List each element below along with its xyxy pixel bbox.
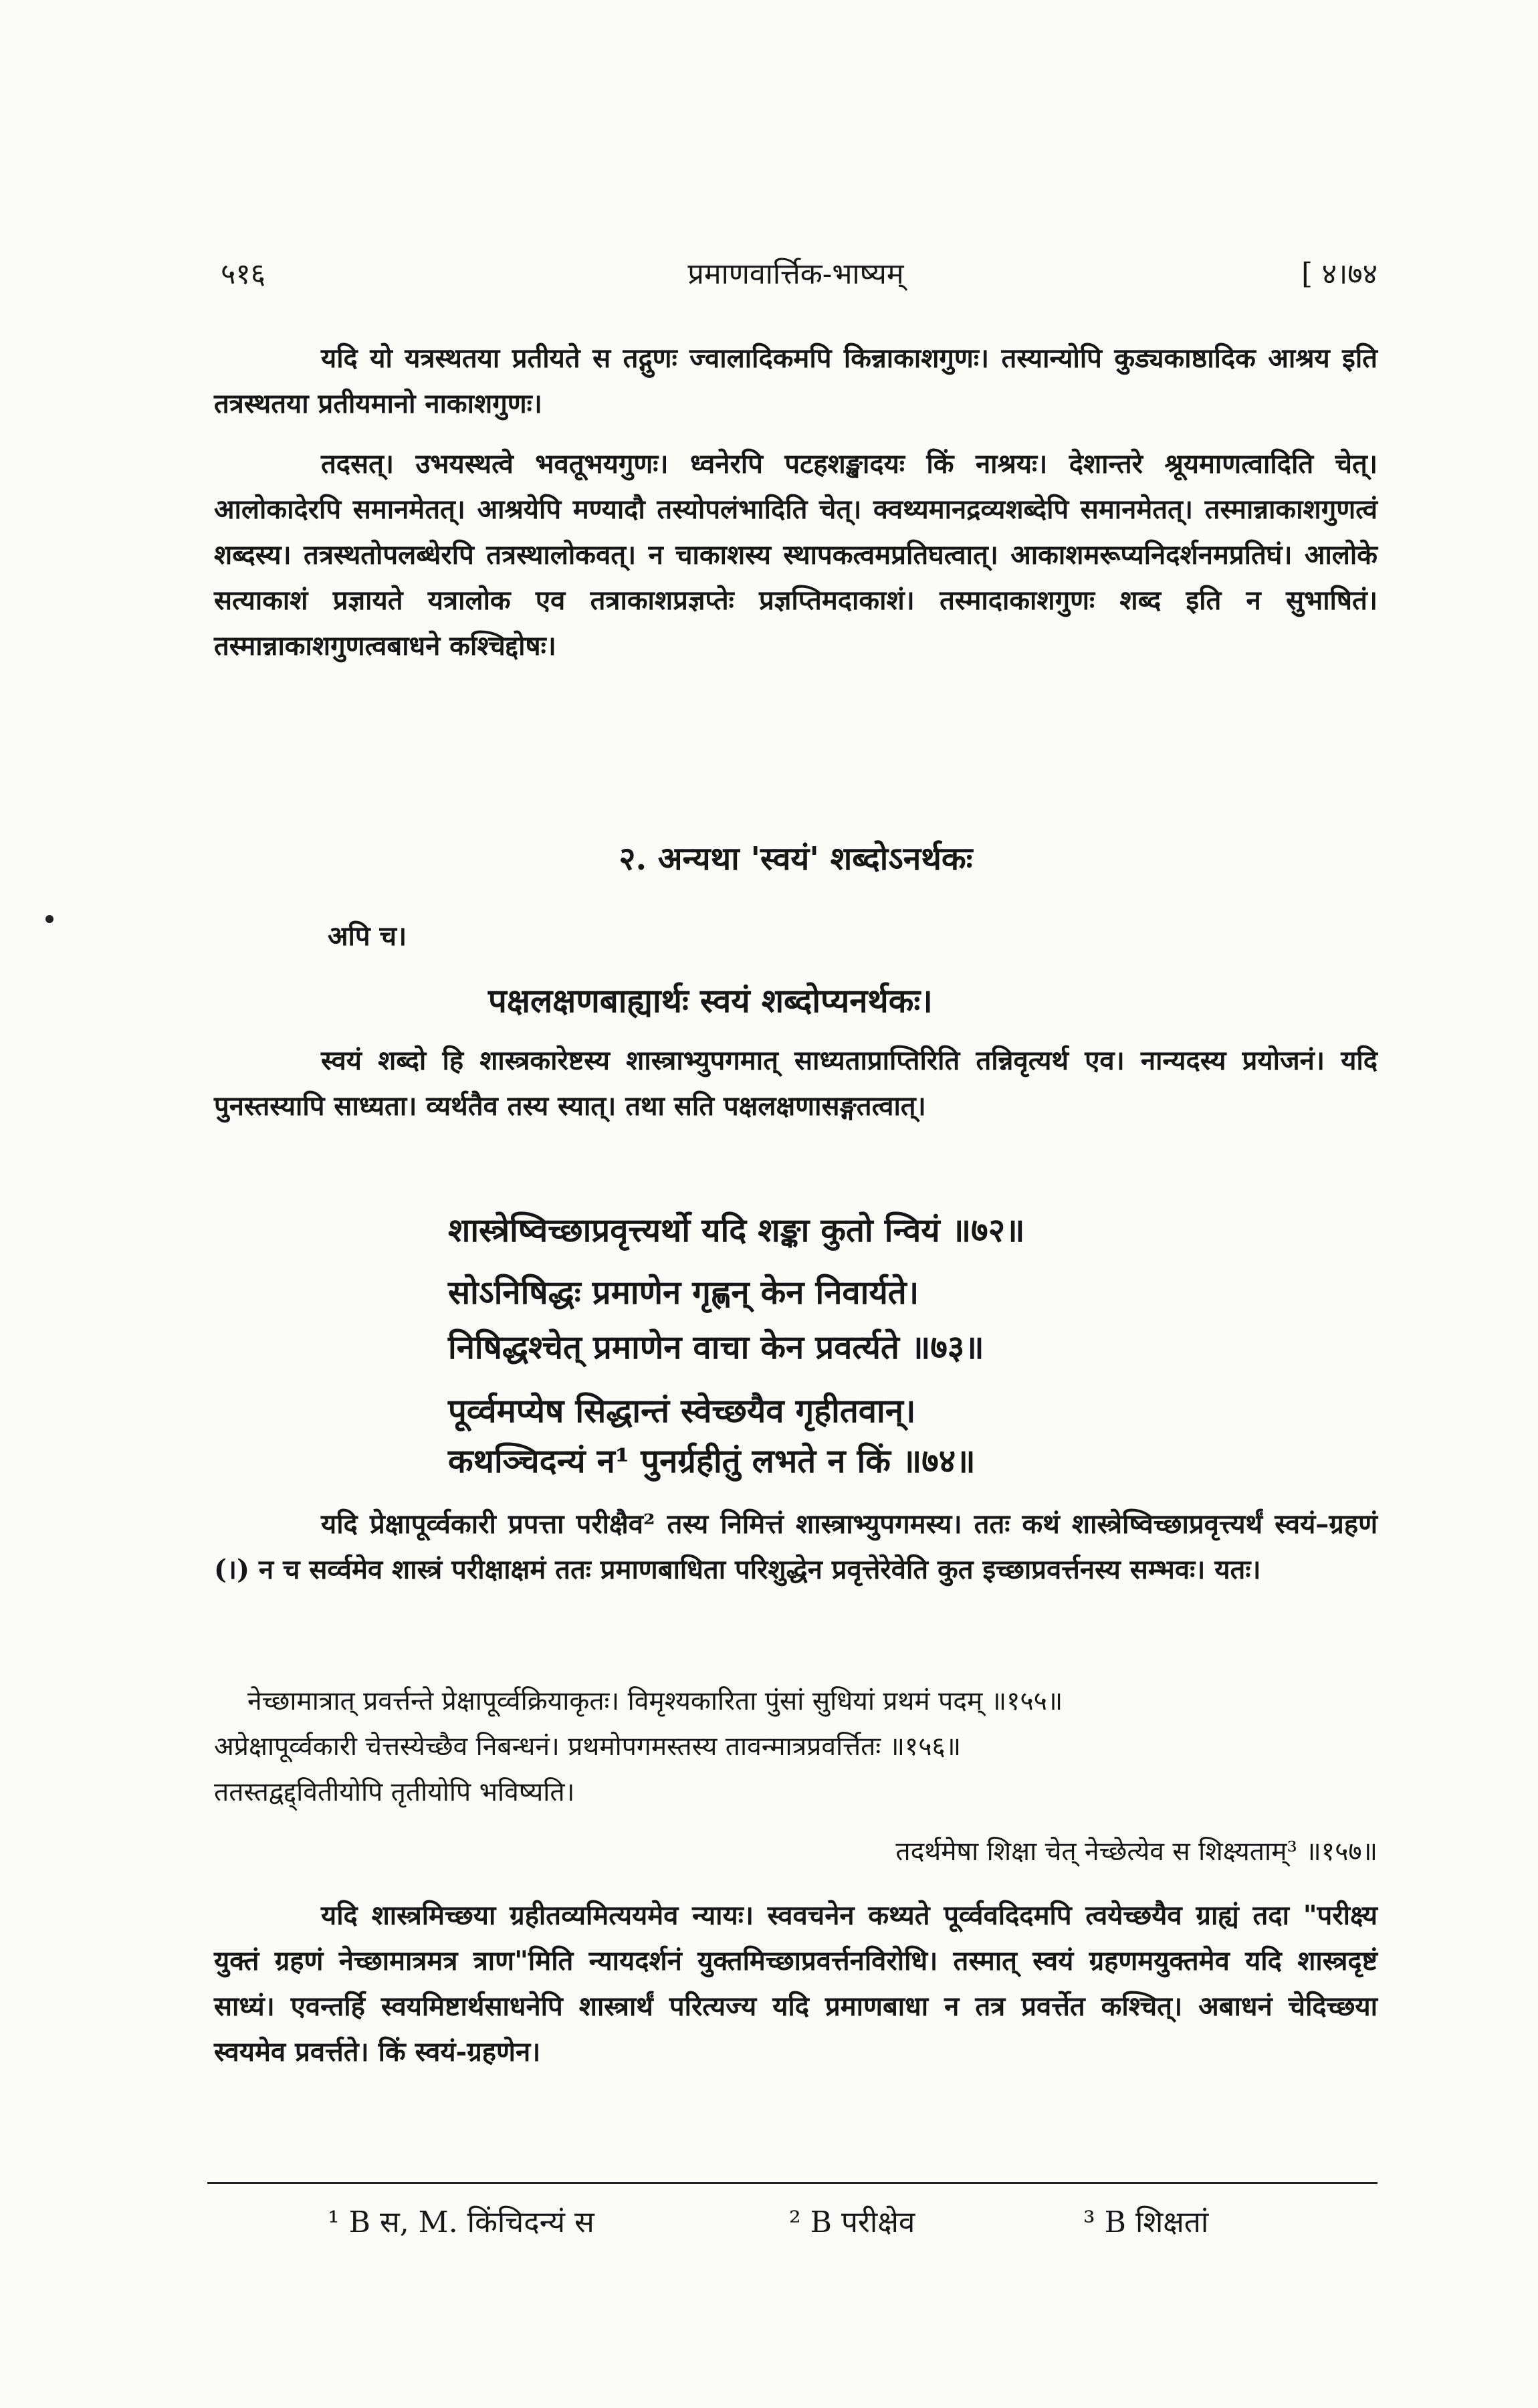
quote-157a: ततस्तद्वद्द्वितीयोपि तृतीयोपि भविष्यति। (214, 1777, 575, 1807)
verse-main: पक्षलक्षणबाह्यार्थः स्वयं शब्दोप्यनर्थकः। (488, 981, 933, 1020)
verse-72: शास्त्रेष्विच्छाप्रवृत्त्यर्थो यदि शङ्का कुतो न्वियं ॥७२॥ (448, 1211, 1025, 1249)
verse-73b: निषिद्धश्चेत् प्रमाणेन वाचा केन प्रवर्त्यते ॥७३॥ (448, 1328, 984, 1367)
paragraph-5: यदि शास्त्रमिच्छया ग्रहीतव्यमित्ययमेव न्यायः। स्ववचनेन कथ्यते पूर्व्ववदिदमपि त्वयेच्छयैव ग्राह्यं तदा "परीक्ष्य युक्तं ग्रहणं नेच्छामात्रमत्र त्राण"मिति न्यायदर्शनं युक्तमिच्छाप्रवर्त्तनविरोधि। तस्मात् स्वयं ग्रहणमयुक्तमेव यदि शास्त्रदृष्टं साध्यं। एवन्तर्हि स्वयमिष्टार्थसाधनेपि शास्त्रार्थं परित्यज्य यदि प्रमाणबाधा न तत्र प्रवर्त्तेत कश्चित्। अबाधनं चेदिच्छया स्वयमेव प्रवर्त्तते। किं स्वयं-ग्रहणेन। (214, 1900, 1378, 2068)
footnote-1: ¹ B स, M. किंचिदन्यं स (328, 2205, 594, 2239)
verse-74b: कथञ्चिदन्यं न¹ पुनर्ग्रहीतुं लभते न किं ॥७४॥ (448, 1441, 976, 1480)
footnote-rule (207, 2182, 1378, 2184)
paragraph-4: यदि प्रेक्षापूर्व्वकारी प्रपत्ता परीक्षैव² तस्य निमित्तं शास्त्राभ्युपगमस्य। ततः कथं शास्त्रेष्विच्छाप्रवृत्त्यर्थं स्वयं–ग्रहणं (।) न च सर्व्वमेव शास्त्रं परीक्षाक्षमं ततः प्रमाणबाधिता परिशुद्धेन प्रवृत्तेरेवेति कुत इच्छाप्रवर्त्तनस्य सम्भवः। यतः। (214, 1508, 1378, 1585)
paragraph-2: तदसत्। उभयस्थत्वे भवतूभयगुणः। ध्वनेरपि पटहशङ्खादयः किं नाश्रयः। देशान्तरे श्रूयमाणत्वादिति चेत्। आलोकादेरपि समानमेतत्। आश्रयेपि मण्यादौ तस्योपलंभादिति चेत्। क्वथ्यमानद्रव्यशब्देपि समानमेतत्। तस्मान्नाकाशगुणत्वं शब्दस्य। तत्रस्थतोपलब्धेरपि तत्रस्थालोकवत्। न चाकाशस्य स्थापकत्वमप्रतिघत्वात्। आकाशमरूप्यनिदर्शनमप्रतिघं। आलोके सत्याकाशं प्रज्ञायते यत्रालोक एव तत्राकाशप्रज्ञप्तेः प्रज्ञप्तिमदाकाशं। तस्मादाकाशगुणः शब्द इति न सुभाषितं। तस्मान्नाकाशगुणत्वबाधने कश्चिद्दोषः। (214, 448, 1378, 662)
footnote-3: ³ B शिक्षतां (1083, 2205, 1209, 2239)
section-heading: २. अन्यथा 'स्वयं' शब्दोऽनर्थकः (619, 840, 973, 878)
margin-speck (45, 915, 53, 923)
verse-73a: सोऽनिषिद्धः प्रमाणेन गृह्णन् केन निवार्यते। (448, 1273, 919, 1312)
verse-74a: पूर्व्वमप्येष सिद्धान्तं स्वेच्छयैव गृहीतवान्। (448, 1391, 916, 1430)
paragraph-3: स्वयं शब्दो हि शास्त्रकारेष्टस्य शास्त्राभ्युपगमात् साध्यताप्राप्तिरिति तन्निवृत्यर्थ एव। नान्यदस्य प्रयोजनं। यदि पुनस्तस्यापि साध्यता। व्यर्थतैव तस्य स्यात्। तथा सति पक्षलक्षणासङ्गतत्वात्। (214, 1045, 1378, 1122)
verse-reference: [ ४।७४ (1301, 258, 1378, 291)
paragraph-1: यदि यो यत्रस्थतया प्रतीयते स तद्गुणः ज्वालादिकमपि किन्नाकाशगुणः। तस्यान्योपि कुड्यकाष्ठादिक आश्रय इति तत्रस्थतया प्रतीयमानो नाकाशगुणः। (214, 342, 1378, 419)
quote-155: नेच्छामात्रात् प्रवर्त्तन्ते प्रेक्षापूर्व्वक्रियाकृतः। विमृश्यकारिता पुंसां सुधियां प्रथमं पदम् ॥१५५॥ (247, 1686, 1063, 1716)
api-ca: अपि च। (328, 920, 407, 952)
page-header (214, 253, 1378, 293)
running-title: प्रमाणवार्त्तिक-भाष्यम् (687, 258, 904, 291)
page-number: ५१६ (221, 258, 266, 291)
quote-156: अप्रेक्षापूर्व्वकारी चेत्तस्येच्छैव निबन्धनं। प्रथमोपगमस्तस्य तावन्मात्रप्रवर्त्तितः ॥१५६॥ (214, 1732, 962, 1762)
quote-157b: तदर्थमेषा शिक्षा चेत् नेच्छेत्येव स शिक्ष्यताम्³ ॥१५७॥ (895, 1837, 1378, 1867)
footnote-2: ² B परीक्षेव (789, 2205, 915, 2239)
